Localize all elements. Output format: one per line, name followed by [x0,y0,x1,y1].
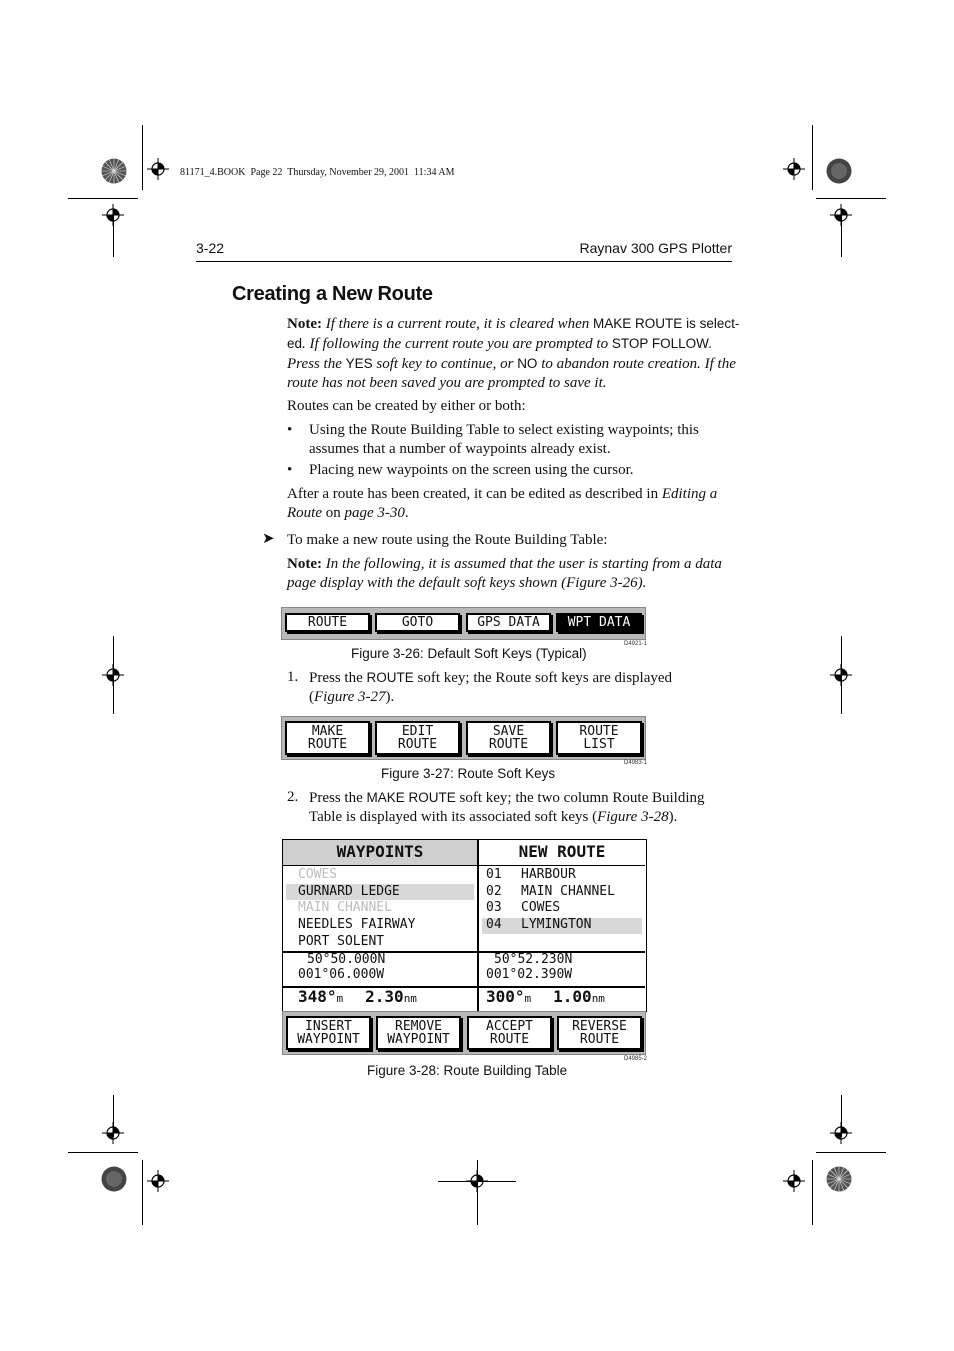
procedure-heading: To make a new route using the Route Building Table: [287,532,608,548]
color-bar-sunburst-icon [101,158,127,184]
figure-reference-link[interactable]: Figure 3-28 [597,809,669,825]
registration-mark-icon [783,1170,805,1192]
registration-mark-icon [830,1122,852,1144]
key-make-route: MAKE ROUTE [366,790,456,805]
book-title: Raynav 300 GPS Plotter [579,240,732,256]
figure-caption: Figure 3-28: Route Building Table [367,1063,568,1078]
registration-mark-icon [147,1170,169,1192]
new-route-header-label: NEW ROUTE [518,842,606,861]
gps-data-soft-key[interactable]: GPS DATA [466,613,551,632]
color-bar-sunburst-icon [826,1166,852,1192]
waypoint-list-item[interactable]: MAIN CHANNEL [298,900,392,915]
waypoint-list-item[interactable]: PORT SOLENT [298,933,385,949]
route-leg-number: 02 [486,883,502,899]
figure-caption: Figure 3-27: Route Soft Keys [381,766,556,781]
remove-waypoint-soft-key[interactable]: REMOVE WAYPOINT [376,1016,461,1050]
waypoint-latitude: 50°50.000N [307,952,386,967]
goto-soft-key[interactable]: GOTO [375,613,460,632]
step-number: 1. [287,669,299,685]
key-route: ROUTE [366,670,414,685]
edit-route-soft-key[interactable]: EDIT ROUTE [375,721,460,755]
procedure-arrow-icon: ➤ [262,529,275,547]
waypoint-list-item[interactable]: COWES [298,867,338,882]
body-paragraph: After a route has been created, it can be edited as described in Editing a Route on page 3-30. [287,486,718,521]
route-leg-name[interactable]: HARBOUR [521,867,576,882]
key-stop-follow: STOP FOLLOW [611,336,709,351]
print-slug: 81171_4.BOOK Page 22 Thursday, November 29, 2001 11:34 AM [180,167,455,178]
note-paragraph: Note: If there is a current route, it is cleared when MAKE ROUTE is select- ed. If following the current route you are prompted to STOP FOLLOW. Press the YES soft key to continue, or NO to abandon route creation. If the route has not been saved you are prompted to save it. [287,316,740,391]
route-soft-key[interactable]: ROUTE [285,613,370,632]
header-rule [196,261,732,262]
body-paragraph: Routes can be created by either or both: [287,398,526,414]
figure-caption: Figure 3-26: Default Soft Keys (Typical) [351,646,587,661]
wpt-data-soft-key[interactable]: WPT DATA [556,613,642,632]
color-bar-sunburst-icon [826,158,852,184]
figure-reference-link[interactable]: Figure 3-27 [314,689,386,705]
section-title: Creating a New Route [232,283,433,305]
route-leg-number: 03 [486,900,502,915]
waypoints-header-label: WAYPOINTS [336,842,424,861]
save-route-soft-key[interactable]: SAVE ROUTE [466,721,551,755]
registration-mark-icon [830,204,852,226]
key-make-route: MAKE ROUTE [593,316,683,331]
figure-code: D4985-2 [624,1056,648,1062]
note-label: Note: [287,316,322,332]
route-leg-name[interactable]: MAIN CHANNEL [521,883,615,899]
note-paragraph: Note: In the following, it is assumed that the user is starting from a data page display with the default soft keys shown (Figure 3-26). [287,556,722,591]
route-bearing-readout: 300°m 1.00nm [486,987,605,1006]
accept-route-soft-key[interactable]: ACCEPT ROUTE [467,1016,552,1050]
route-leg-name[interactable]: LYMINGTON [521,917,592,932]
registration-mark-icon [102,664,124,686]
registration-mark-icon [783,158,805,180]
waypoint-list-item[interactable]: GURNARD LEDGE [298,883,400,899]
route-longitude: 001°02.390W [486,967,573,982]
insert-waypoint-soft-key[interactable]: INSERT WAYPOINT [286,1016,371,1050]
step-text: Press the ROUTE soft key; the Route soft keys are displayed (Figure 3-27). [309,670,673,705]
list-item: • Using the Route Building Table to select existing waypoints; this assumes that a number of waypoints already exist. [287,422,699,457]
waypoint-longitude: 001°06.000W [298,967,385,982]
page-number: 3-22 [196,240,225,256]
route-leg-number: 01 [486,867,502,882]
page-reference-link[interactable]: page 3-30 [344,505,405,521]
registration-mark-icon [830,664,852,686]
waypoint-bearing-readout: 348°m 2.30nm [298,987,417,1006]
route-leg-number: 04 [486,917,502,932]
make-route-soft-key[interactable]: MAKE ROUTE [285,721,370,755]
route-latitude: 50°52.230N [494,952,573,967]
reverse-route-soft-key[interactable]: REVERSE ROUTE [557,1016,642,1050]
note-label: Note: [287,556,322,572]
step-number: 2. [287,789,299,805]
step-text: Press the MAKE ROUTE soft key; the two column Route Building Table is displayed with its associated soft keys (Figure 3-28). [309,790,705,825]
route-leg-name[interactable]: COWES [521,900,561,915]
bullet-list [287,421,737,480]
waypoint-list-item[interactable]: NEEDLES FAIRWAY [298,917,416,932]
cross-reference-link[interactable]: Editing a [661,486,718,502]
list-item: • Placing new waypoints on the screen using the cursor. [287,462,634,478]
registration-mark-icon [102,204,124,226]
color-bar-sunburst-icon [101,1166,127,1192]
figure-code: D4921-1 [624,641,648,647]
registration-mark-icon [102,1122,124,1144]
key-yes: YES [345,356,373,371]
registration-mark-icon [147,158,169,180]
route-list-soft-key[interactable]: ROUTE LIST [556,721,642,755]
figure-code: D4983-1 [624,760,648,766]
key-no: NO [517,356,538,371]
